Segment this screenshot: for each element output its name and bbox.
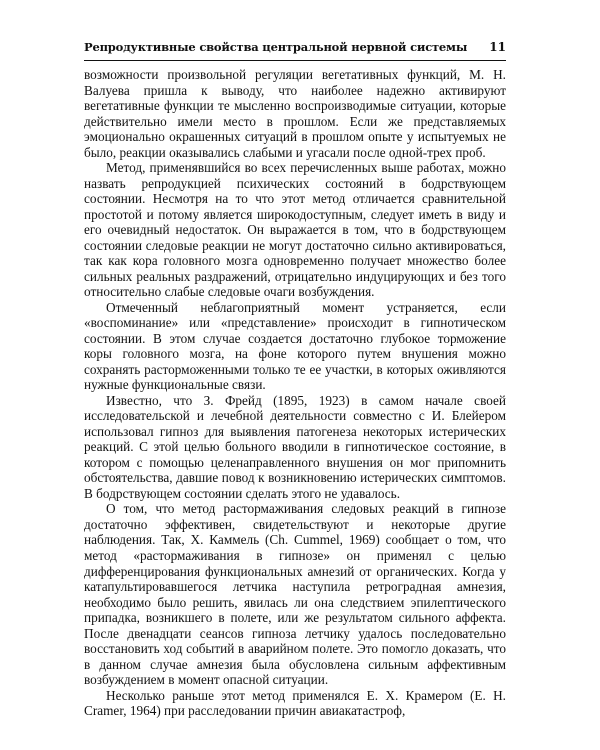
- paragraph-freud: Известно, что З. Фрейд (1895, 1923) в самом начале своей исследовательской и лечебной деятельности совместно с И. Блейером использовал гипноз для выявления патогенеза некоторых истерических реакций. С этой целью больного вводили в гипнотическое состояние, в котором с помощью целенаправленного внушения он мог припомнить обстоятельства, давшие повод к возникновению истерических симптомов. В бодрствующем состоянии сделать этого не удавалось.: [84, 392, 506, 501]
- paragraph-hypnotic-state: Отмеченный неблагоприятный момент устраняется, если «воспоминание» или «представление» происходит в гипнотическом состоянии. В этом случае создается достаточно глубокое торможение коры головного мозга, на фоне которого путем внушения можно сохранять расторможенными только те ее участки, в которых оживляются нужные функциональные связи.: [84, 299, 506, 393]
- paragraph-continuation: возможности произвольной регуляции вегетативных функций, М. Н. Валуева пришла к выводу, что наиболее надежно активируют вегетативные функции те мысленно воспроизводимые ситуации, которые действительно имели место в прошлом. Если же представляемых эмоционально окрашенных ситуаций в прошлом опыте у испытуемых не было, реакции оказывались слабыми и угасали после одной-трех проб.: [84, 67, 506, 160]
- running-head: [84, 40, 506, 60]
- paragraph-cramer: Несколько раньше этот метод применялся Е. Х. Крамером (E. H. Cramer, 1964) при расследовании причин авиакатастроф,: [84, 687, 506, 719]
- paragraph-cummel: О том, что метод растормаживания следовых реакций в гипнозе достаточно эффективен, свидетельствуют и некоторые другие наблюдения. Так, Х. Каммель (Ch. Cummel, 1969) сообщает о том, что метод «растормаживания в гипнозе» он применял с целью дифференцирования функциональных амнезий от органических. Когда у катапультировавшегося летчика наступила ретроградная амнезия, необходимо было решить, явилась ли она следствием эпилептического припадка, возникшего в полете, или же результатом сильного аффекта. После двенадцати сеансов гипноза летчику удалось последовательно восстановить ход событий в аварийном полете. Это помогло доказать, что в данном случае амнезия была обусловлена сильным аффективным возбуждением в момент опасной ситуации.: [84, 501, 506, 688]
- header-rule: [84, 60, 506, 61]
- page-number: 11: [489, 40, 506, 54]
- body-text: [84, 67, 506, 719]
- paragraph-method: Метод, применявшийся во всех перечисленных выше работах, можно назвать репродукцией психических состояний в бодрствующем состоянии. Несмотря на то что этот метод отличается сравнительной простотой и потому является широкодоступным, следует иметь в виду и его очевидный недостаток. Он выражается в том, что в бодрствующем состоянии следовые реакции не могут достаточно сильно активироваться, так как кора головного мозга одновременно получает множество более сильных реальных раздражений, отрицательно индуцирующих и без того относительно слабые следовые очаги возбуждения.: [84, 160, 506, 300]
- running-title: Репродуктивные свойства центральной нервной системы: [84, 40, 468, 54]
